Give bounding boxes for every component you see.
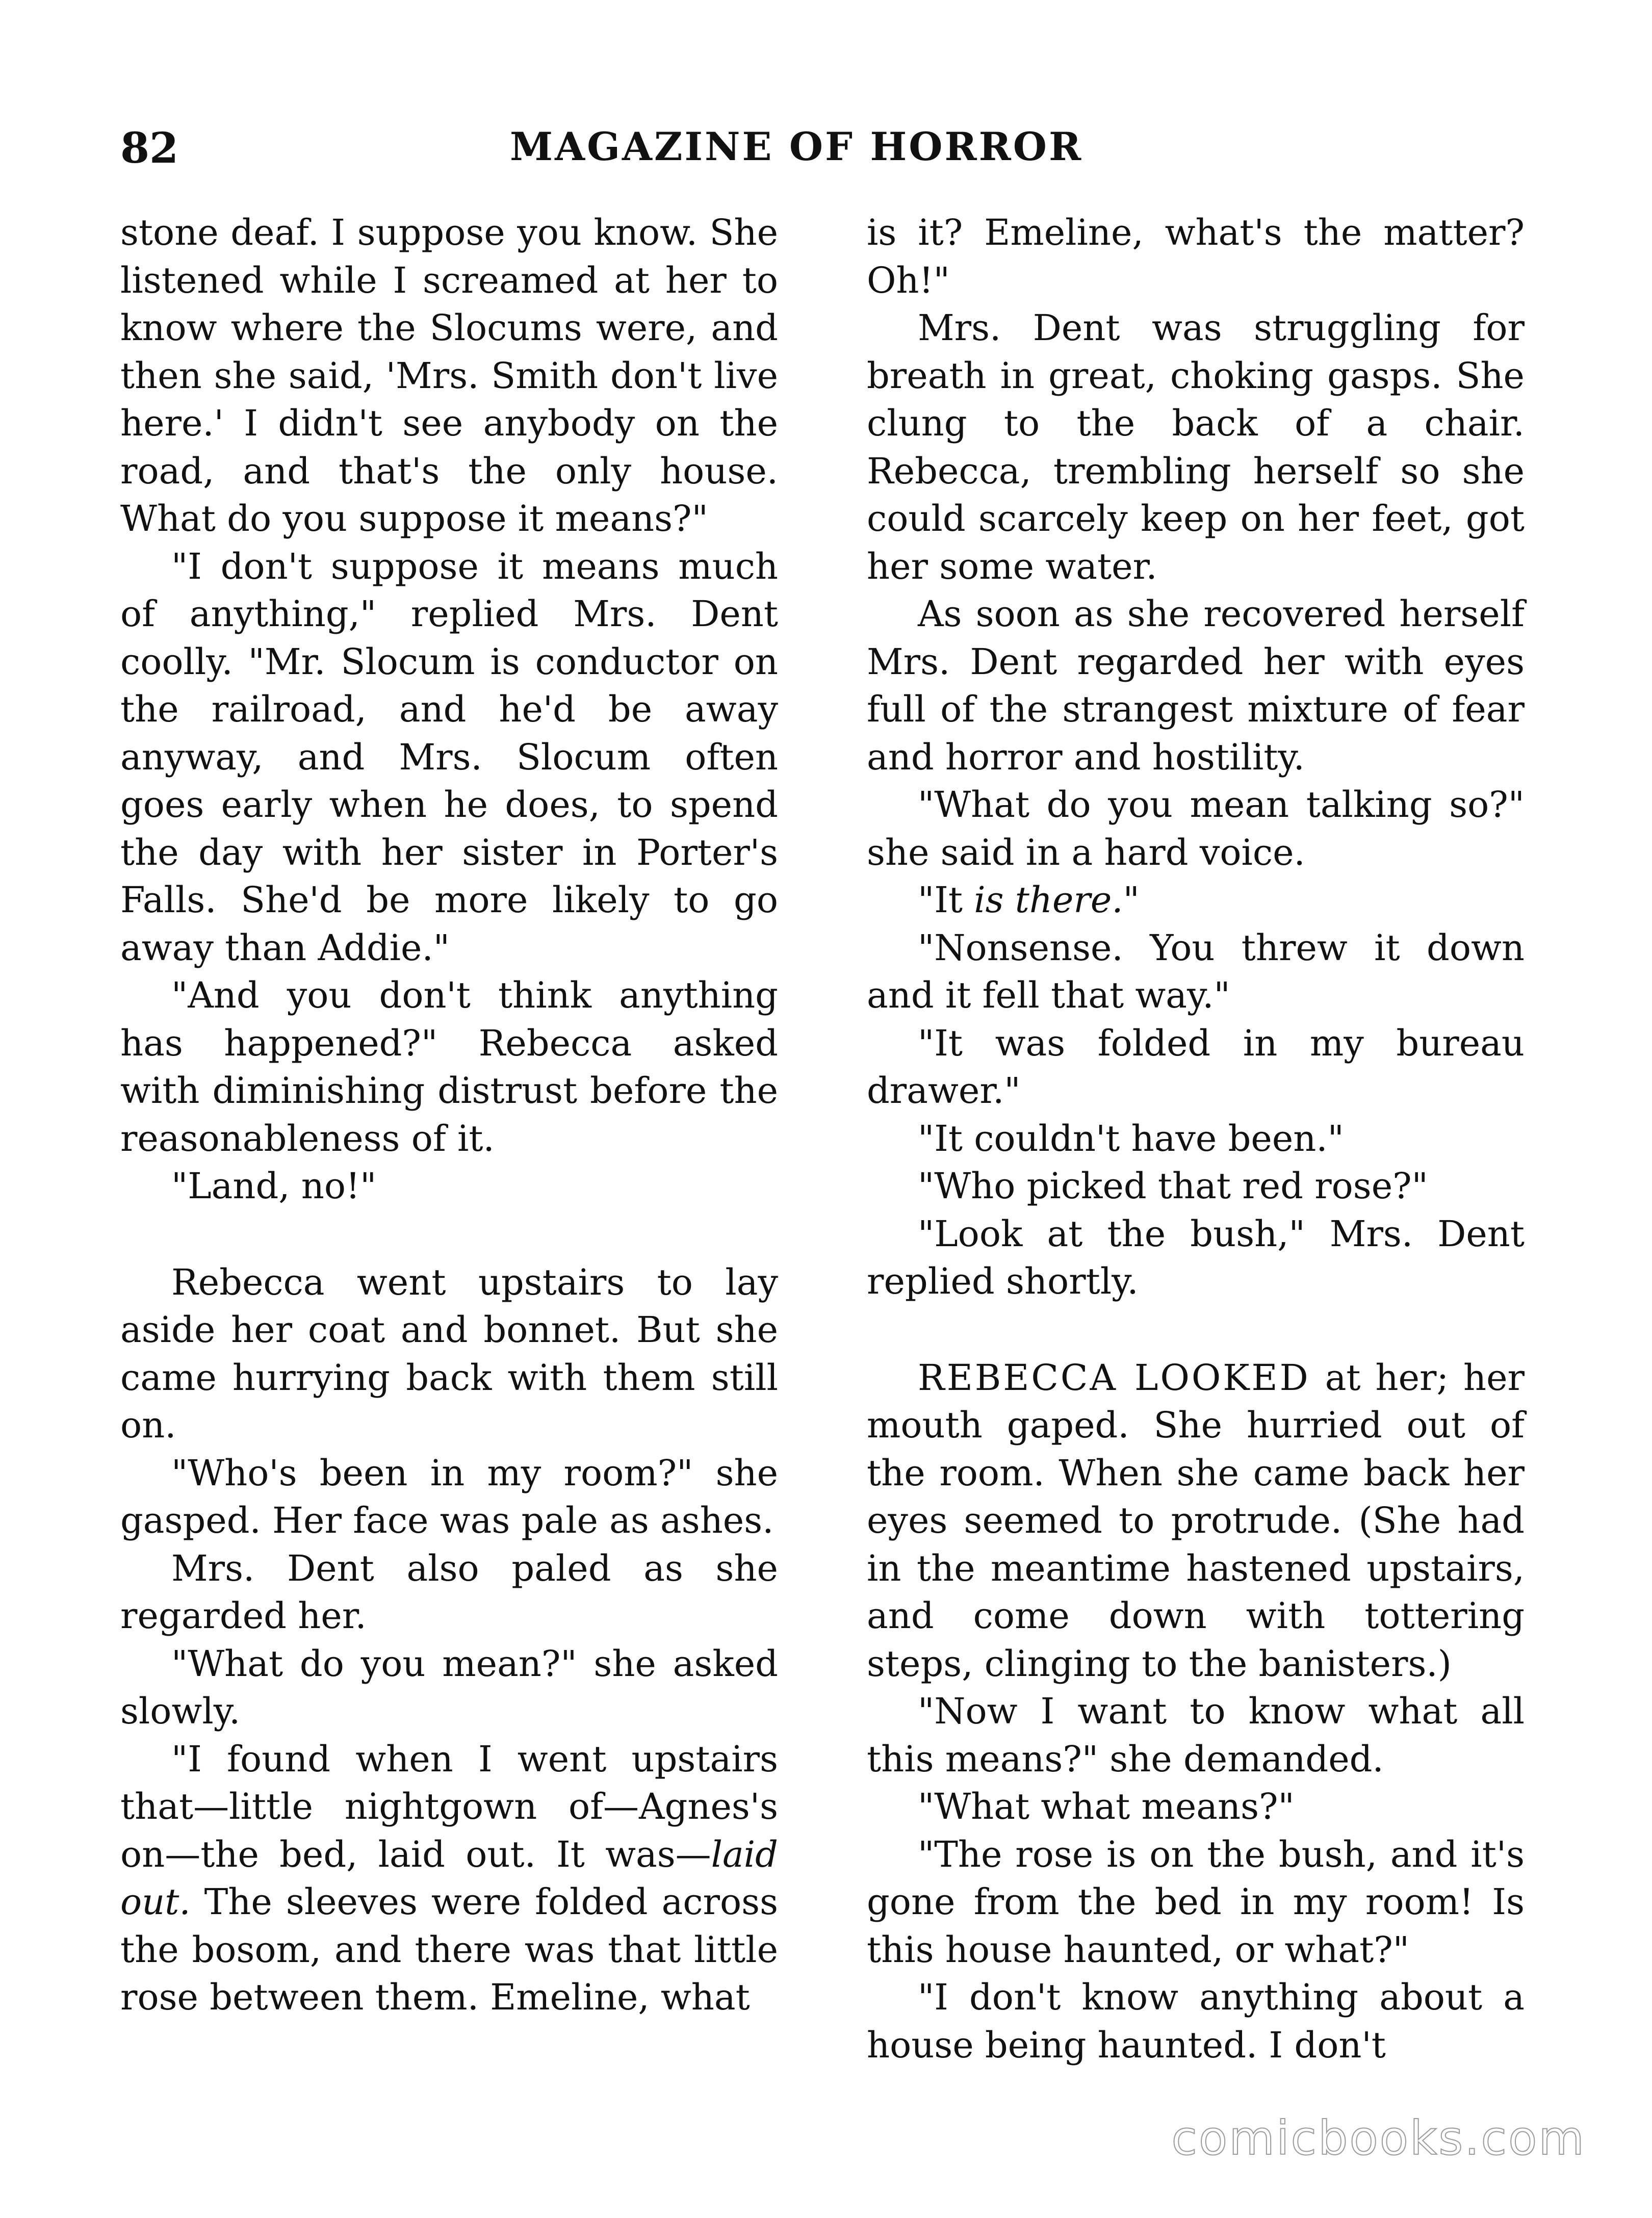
- paragraph: Mrs. Dent was struggling for breath in great, choking gasps. She clung to the back of a chair. Rebecca, trembling herself so she could scarcely keep on her feet, got her some water.: [867, 307, 1525, 587]
- paragraph: "The rose is on the bush, and it's gone from the bed in my room! Is this house haunted, or what?": [867, 1833, 1525, 1971]
- watermark: comicbooks.com: [1171, 2111, 1586, 2165]
- paragraph: Mrs. Dent also paled as she regarded her.: [120, 1547, 778, 1637]
- paragraph: "Look at the bush," Mrs. Dent replied shortly.: [867, 1213, 1525, 1302]
- paragraph: As soon as she recovered herself Mrs. Dent regarded her with eyes full of the strangest mixture of fear and horror and hostility.: [867, 593, 1525, 778]
- paragraph: "And you don't think anything has happened?" Rebecca asked with diminishing distrust before the reasonableness of it.: [120, 974, 778, 1159]
- right-column: [867, 209, 1525, 2069]
- paragraph: stone deaf. I suppose you know. She listened while I screamed at her to know where the Slocums were, and then she said, 'Mrs. Smith don't live here.' I didn't see anybody on the road, and that's the only house. What do you suppose it means?": [120, 212, 778, 539]
- paragraph: "It is there.": [918, 879, 1140, 921]
- paragraph: "What what means?": [918, 1786, 1295, 1827]
- paragraph: "Who's been in my room?" she gasped. Her face was pale as ashes.: [120, 1452, 778, 1541]
- paragraph: Rebecca went upstairs to lay aside her coat and bonnet. But she came hurrying back with them still on.: [120, 1261, 778, 1446]
- paragraph: "What do you mean?" she asked slowly.: [120, 1642, 778, 1732]
- paragraph: "It couldn't have been.": [918, 1117, 1344, 1159]
- paragraph: "I found when I went upstairs that—little nightgown of—Agnes's on—the bed, laid out. It was—laid out. The sleeves were folded across the bosom, and there was that little rose between them. Emeline, what: [120, 1738, 778, 2018]
- paragraph: is it? Emeline, what's the matter? Oh!": [867, 212, 1525, 301]
- paragraph: "I don't know anything about a house being haunted. I don't: [867, 1976, 1525, 2066]
- running-head-title: MAGAZINE OF HORROR: [510, 124, 1083, 169]
- page-number: 82: [120, 124, 179, 173]
- paragraph: "What do you mean talking so?" she said in a hard voice.: [867, 784, 1525, 873]
- paragraph: "Land, no!": [171, 1165, 377, 1207]
- paragraph: "It was folded in my bureau drawer.": [867, 1022, 1525, 1112]
- paragraph: "I don't suppose it means much of anything," replied Mrs. Dent coolly. "Mr. Slocum is conductor on the railroad, and he'd be away anyway, and Mrs. Slocum often goes early when he does, to spend the day with her sister in Porter's Falls. She'd be more likely to go away than Addie.": [120, 545, 778, 969]
- run-in-caps: REBECCA LOOKED: [918, 1356, 1310, 1399]
- paragraph: "Now I want to know what all this means?" she demanded.: [867, 1690, 1525, 1780]
- left-column: [120, 209, 778, 2022]
- paragraph: REBECCA LOOKED at her; her mouth gaped. She hurried out of the room. When she came back her eyes seemed to protrude. (She had in the meantime hastened upstairs, and come down with tottering steps, clinging to the banisters.): [867, 1356, 1525, 1685]
- paragraph: "Nonsense. You threw it down and it fell that way.": [867, 926, 1525, 1016]
- paragraph: "Who picked that red rose?": [918, 1165, 1428, 1207]
